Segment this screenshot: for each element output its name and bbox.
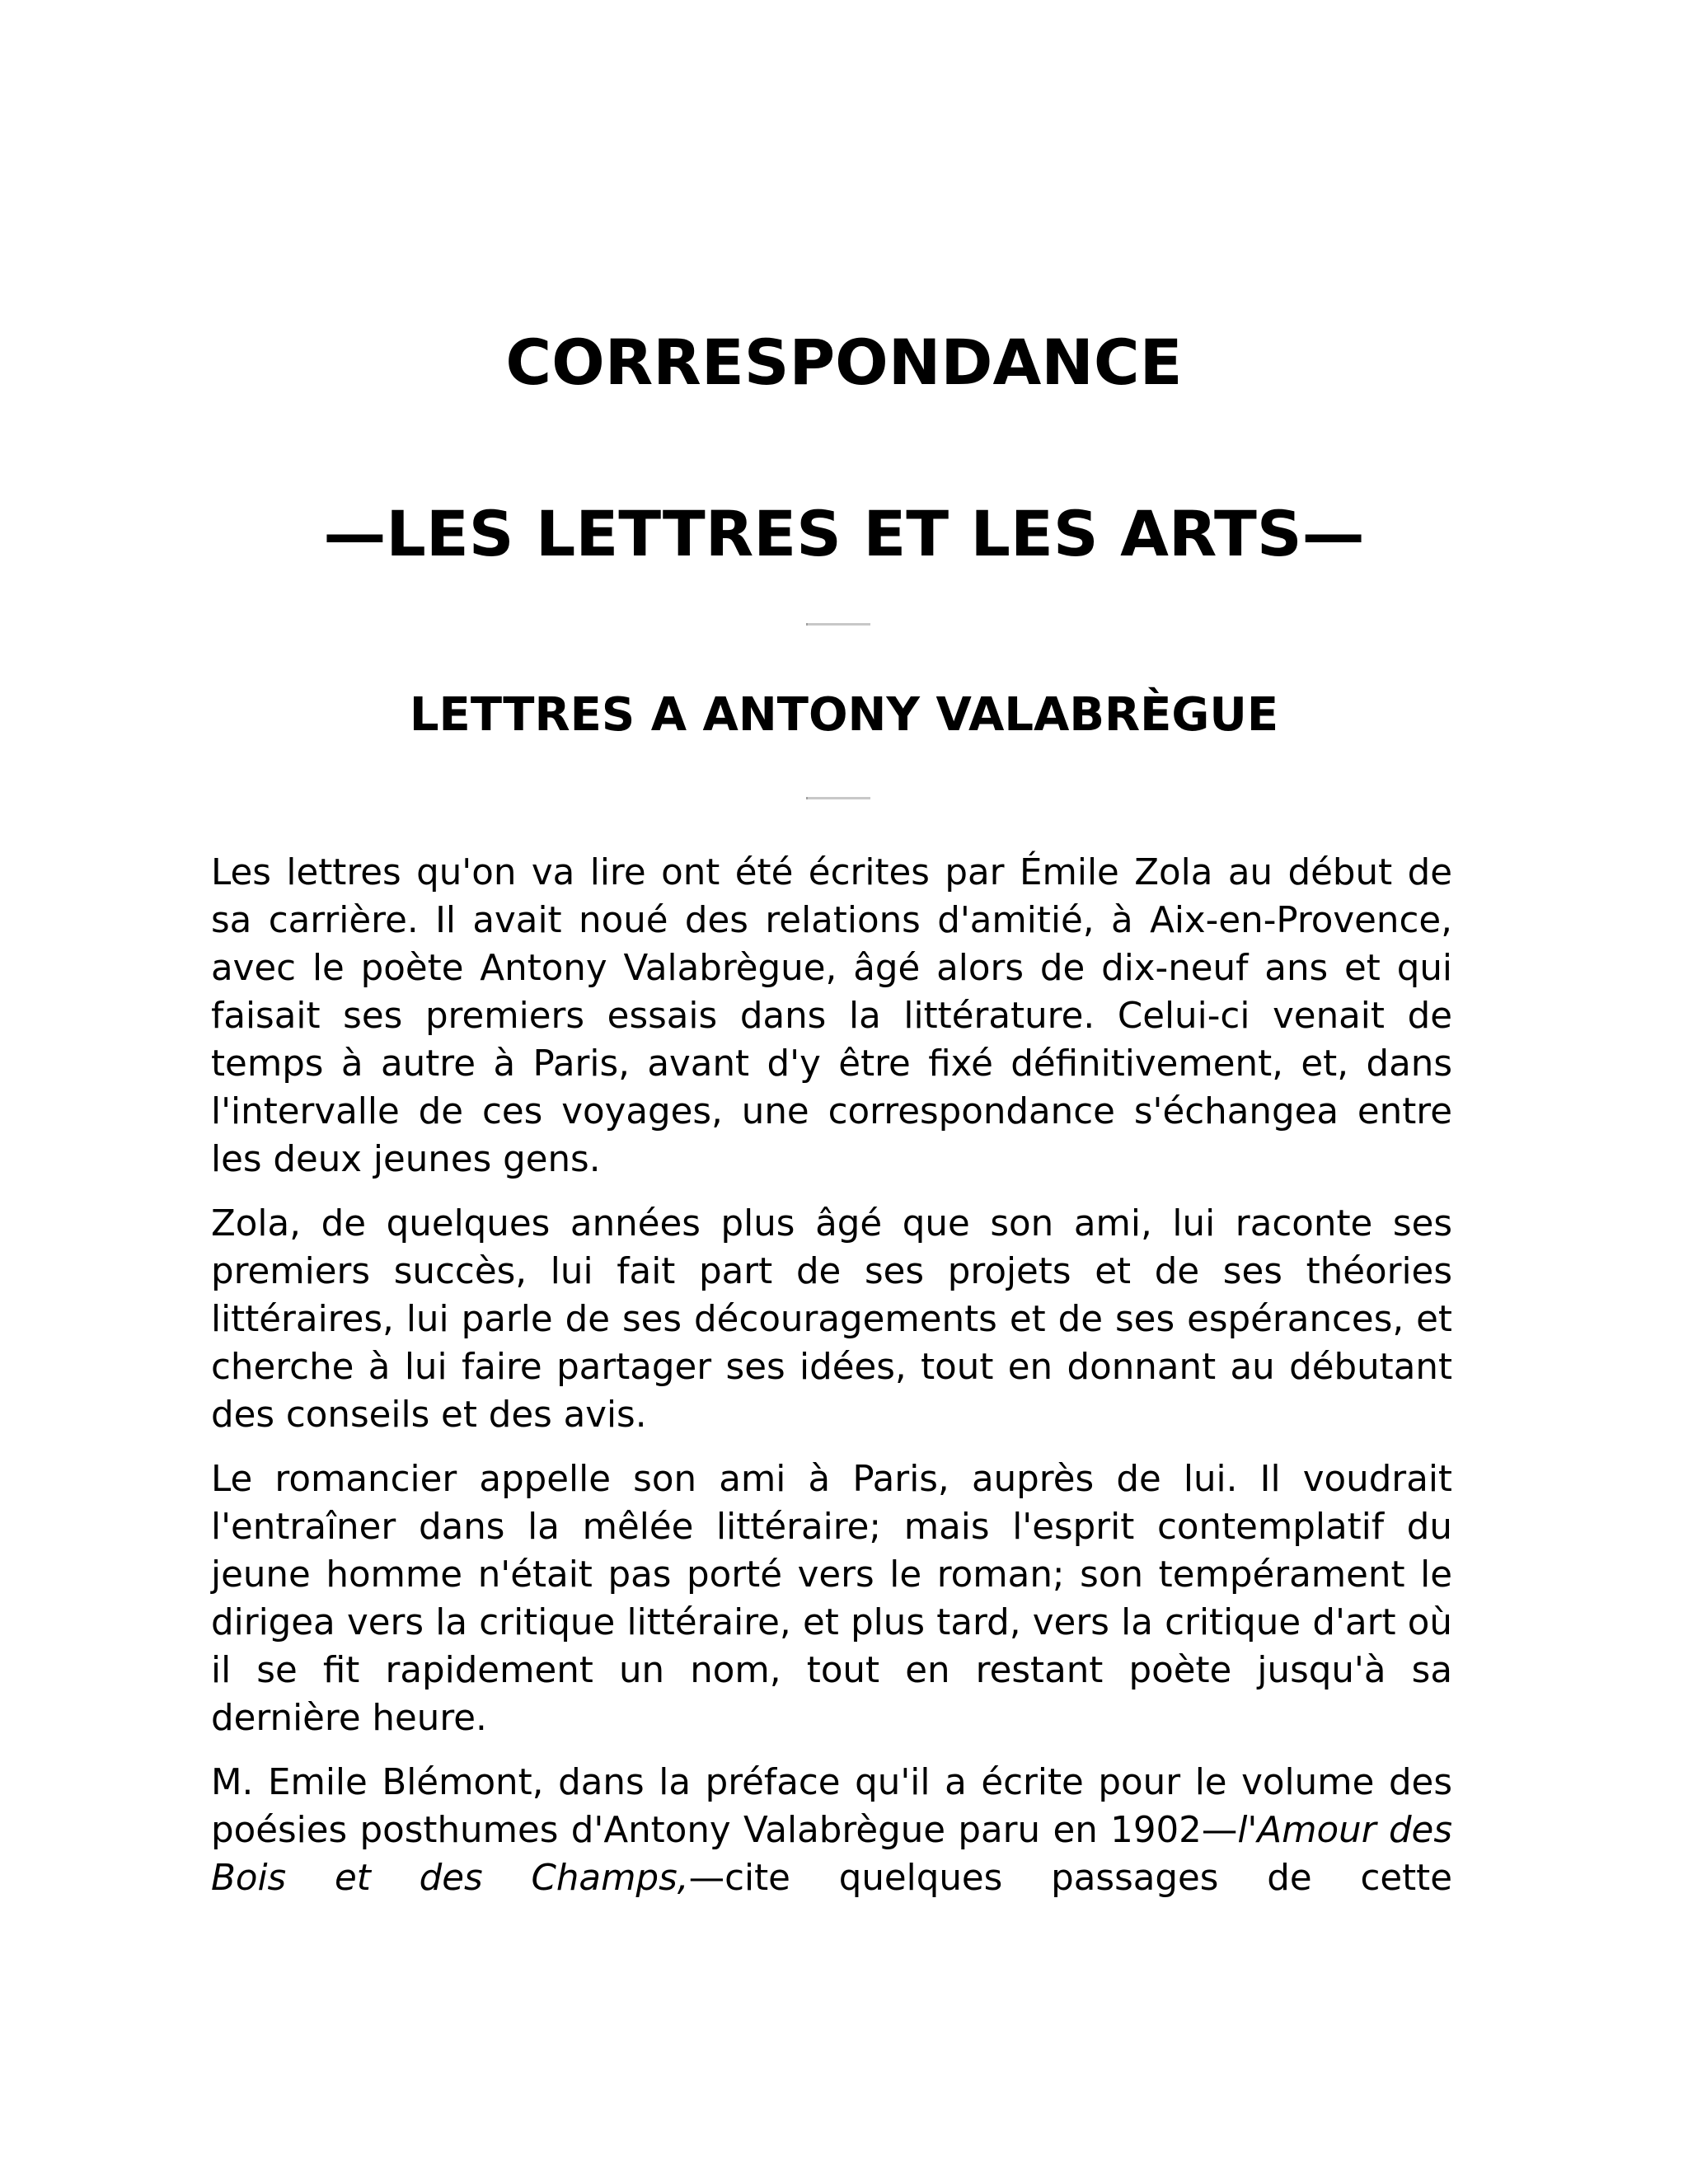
paragraph: Les lettres qu'on va lire ont été écrites par Émile Zola au début de sa carrière. Il avait noué des relations d'amitié, à Aix-en-Provence, avec le poète Antony Valabrègue, âgé alors de dix-neuf ans et qui faisait ses premiers essais dans la littérature. Celui-ci venait de temps à autre à Paris, avant d'y être fixé définitivement, et, dans l'intervalle de ces voyages, une correspondance s'échangea entre les deux jeunes gens. (211, 852, 1452, 1180)
divider-rule (806, 623, 870, 626)
paragraph: Le romancier appelle son ami à Paris, auprès de lui. Il voudrait l'entraîner dans la mêlée littéraire; mais l'esprit contemplatif du jeune homme n'était pas porté vers le roman; son tempérament le dirigea vers la critique littéraire, et plus tard, vers la critique d'art où il se fit rapidement un nom, tout en restant poète jusqu'à sa dernière heure. (211, 1459, 1452, 1739)
divider-rule (806, 797, 870, 799)
paragraph-text: M. Emile Blémont, dans la préface qu'il a écrite pour le volume des poésies posthumes d'Antony Valabrègue paru en 1902— (211, 1762, 1452, 1851)
subsection-title: LETTRES A ANTONY VALABRÈGUE (409, 688, 1279, 742)
section-title: —LES LETTRES ET LES ARTS— (323, 497, 1365, 570)
book-title: l'Amour des Bois et des Champs, (211, 1810, 1452, 1899)
paragraph-text: —cite quelques passages de cette (688, 1858, 1452, 1899)
body-text (211, 849, 1452, 1919)
paragraph: Zola, de quelques années plus âgé que son ami, lui raconte ses premiers succès, lui fait part de ses projets et de ses théories littéraires, lui parle de ses découragements et de ses espérances, et cherche à lui faire partager ses idées, tout en donnant au débutant des conseils et des avis. (211, 1203, 1452, 1436)
paragraph (211, 1759, 1452, 1902)
page-title: CORRESPONDANCE (505, 326, 1183, 399)
